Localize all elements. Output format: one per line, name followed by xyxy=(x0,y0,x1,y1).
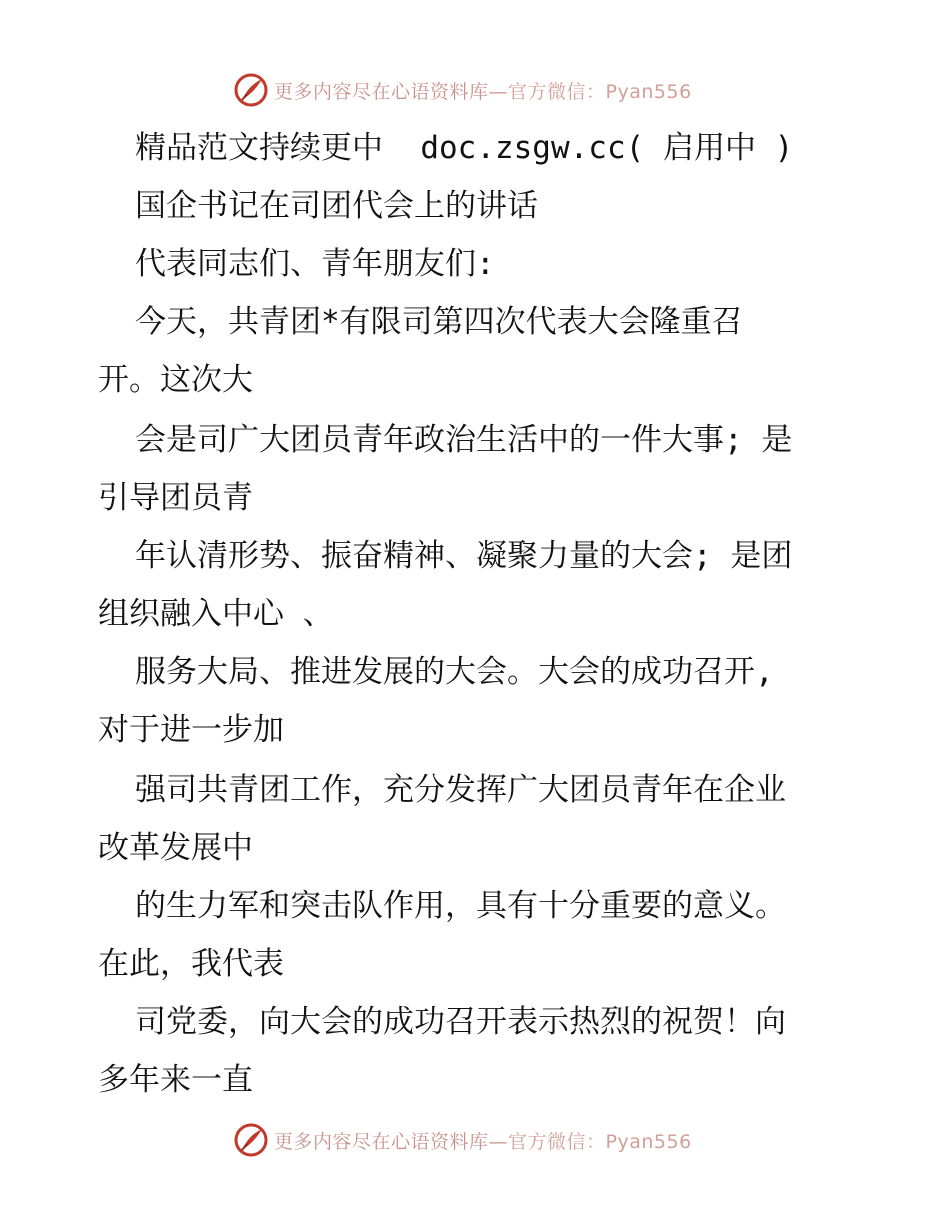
doc-line: 代表同志们、青年朋友们: xyxy=(135,246,495,282)
footer-banner xyxy=(234,1122,734,1158)
doc-line: 开。这次大 xyxy=(98,362,253,398)
doc-line: 对于进一步加 xyxy=(98,712,284,748)
banner-brand-text: 更多内容尽在心语资料库 xyxy=(274,1130,489,1153)
feather-pen-logo-icon xyxy=(234,73,268,107)
banner-wechat-text: 官方微信：Pyan556 xyxy=(508,80,692,103)
doc-line: 精品范文持续更中 doc.zsgw.cc( 启用中 ) xyxy=(135,130,794,166)
doc-line: 多年来一直 xyxy=(98,1062,253,1098)
doc-line: 在此，我代表 xyxy=(98,946,284,982)
feather-pen-logo-icon xyxy=(234,1123,268,1157)
doc-title: 国企书记在司团代会上的讲话 xyxy=(135,188,538,224)
doc-line: 司党委，向大会的成功召开表示热烈的祝贺！向 xyxy=(135,1004,786,1040)
banner-wechat-text: 官方微信：Pyan556 xyxy=(508,1130,692,1153)
doc-line: 的生力军和突击队作用，具有十分重要的意义。 xyxy=(135,888,786,924)
banner-brand-text: 更多内容尽在心语资料库 xyxy=(274,80,489,103)
banner-text xyxy=(274,1127,692,1154)
doc-line: 服务大局、推进发展的大会。大会的成功召开, xyxy=(135,654,774,690)
banner-text xyxy=(274,77,692,104)
banner-separator: — xyxy=(488,80,509,103)
doc-line: 引导团员青 xyxy=(98,480,253,516)
doc-line: 组织融入中心 、 xyxy=(98,596,334,632)
doc-line: 今天，共青团*有限司第四次代表大会隆重召 xyxy=(135,304,743,340)
doc-line: 年认清形势、振奋精神、凝聚力量的大会; 是团 xyxy=(135,538,793,574)
banner-separator: — xyxy=(488,1130,509,1153)
doc-line: 强司共青团工作，充分发挥广大团员青年在企业 xyxy=(135,772,786,808)
doc-line: 会是司广大团员青年政治生活中的一件大事; 是 xyxy=(135,422,793,458)
doc-line: 改革发展中 xyxy=(98,830,253,866)
header-banner xyxy=(234,72,734,108)
